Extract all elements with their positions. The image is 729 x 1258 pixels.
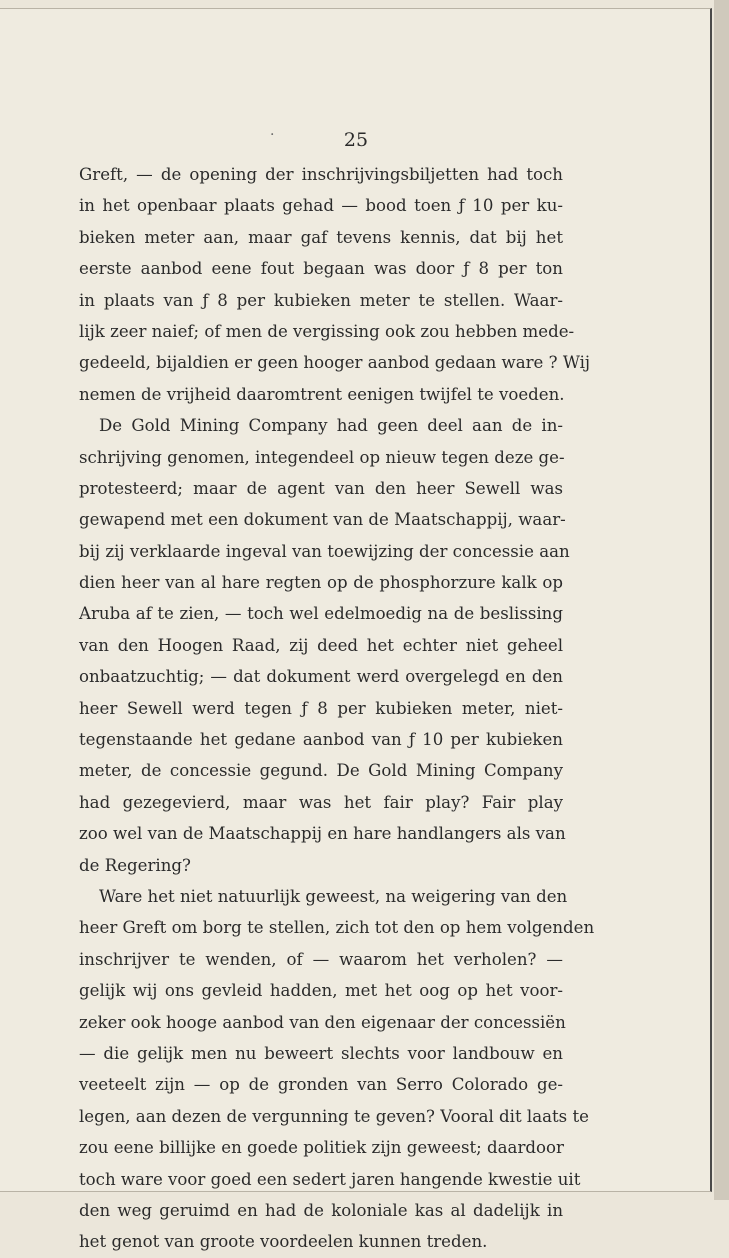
- text-line: nemen de vrijheid daaromtrent eenigen twijfel te voeden.: [79, 384, 565, 404]
- text-line: den weg geruimd en had de koloniale kas al dadelijk in: [79, 1200, 563, 1220]
- page-mark: ·: [270, 127, 275, 143]
- text-line: Ware het niet natuurlijk geweest, na weigering van den: [99, 886, 568, 906]
- text-line: protesteerd; maar de agent van den heer Sewell was: [79, 478, 563, 498]
- text-line: gelijk wij ons gevleid hadden, met het oog op het voor-: [79, 981, 563, 1001]
- text-line: heer Greft om borg te stellen, zich tot den op hem volgenden: [79, 918, 595, 938]
- text-line: lijk zeer naief; of men de vergissing ook zou hebben mede-: [79, 321, 575, 341]
- text-line: Aruba af te zien, — toch wel edelmoedig na de beslissing: [79, 604, 563, 624]
- text-line: het genot van groote voordeelen kunnen treden.: [79, 1232, 488, 1252]
- text-line: gewapend met een dokument van de Maatschappij, waar-: [79, 510, 566, 530]
- text-line: schrijving genomen, integendeel op nieuw tegen deze ge-: [79, 447, 565, 467]
- text-line: zoo wel van de Maatschappij en hare handlangers als van: [79, 824, 566, 844]
- text-line: tegenstaande het gedane aanbod van ƒ 10 per kubieken: [79, 730, 563, 750]
- text-line: De Gold Mining Company had geen deel aan de in-: [99, 416, 563, 436]
- text-line: zeker ook hooge aanbod van den eigenaar der concessiën: [79, 1012, 566, 1032]
- text-line: Greft, — de opening der inschrijvingsbiljetten had toch: [79, 165, 563, 184]
- text-line: onbaatzuchtig; — dat dokument werd overgelegd en den: [79, 667, 563, 687]
- body-text: [79, 159, 595, 1258]
- text-line: had gezegevierd, maar was het fair play? Fair play: [79, 792, 563, 812]
- text-line: legen, aan dezen de vergunning te geven? Vooral dit laats te: [79, 1106, 589, 1126]
- text-line: in plaats van ƒ 8 per kubieken meter te stellen. Waar-: [79, 290, 563, 310]
- text-line: gedeeld, bijaldien er geen hooger aanbod gedaan ware ? Wij: [79, 353, 591, 373]
- text-line: de Regering?: [79, 855, 191, 875]
- page-right-edge: [714, 0, 729, 1200]
- text-line: inschrijver te wenden, of — waarom het verholen? —: [79, 949, 563, 969]
- text-line: meter, de concessie gegund. De Gold Mining Company: [79, 761, 563, 781]
- text-line: dien heer van al hare regten op de phosphorzure kalk op: [79, 573, 563, 593]
- text-line: in het openbaar plaats gehad — bood toen ƒ 10 per ku-: [79, 196, 563, 216]
- book-page: [0, 8, 712, 1252]
- text-line: heer Sewell werd tegen ƒ 8 per kubieken meter, niet-: [79, 698, 563, 718]
- text-line: bieken meter aan, maar gaf tevens kennis, dat bij het: [79, 227, 563, 247]
- text-line: bij zij verklaarde ingeval van toewijzing der concessie aan: [79, 541, 570, 561]
- text-line: zou eene billijke en goede politiek zijn geweest; daardoor: [79, 1138, 564, 1158]
- text-line: — die gelijk men nu beweert slechts voor landbouw en: [79, 1043, 563, 1063]
- text-line: toch ware voor goed een sedert jaren hangende kwestie uit: [79, 1169, 581, 1189]
- page-number: 25: [343, 129, 369, 151]
- text-line: veeteelt zijn — op de gronden van Serro Colorado ge-: [79, 1075, 563, 1095]
- text-line: eerste aanbod eene fout begaan was door ƒ 8 per ton: [79, 259, 563, 279]
- text-line: van den Hoogen Raad, zij deed het echter niet geheel: [79, 635, 563, 655]
